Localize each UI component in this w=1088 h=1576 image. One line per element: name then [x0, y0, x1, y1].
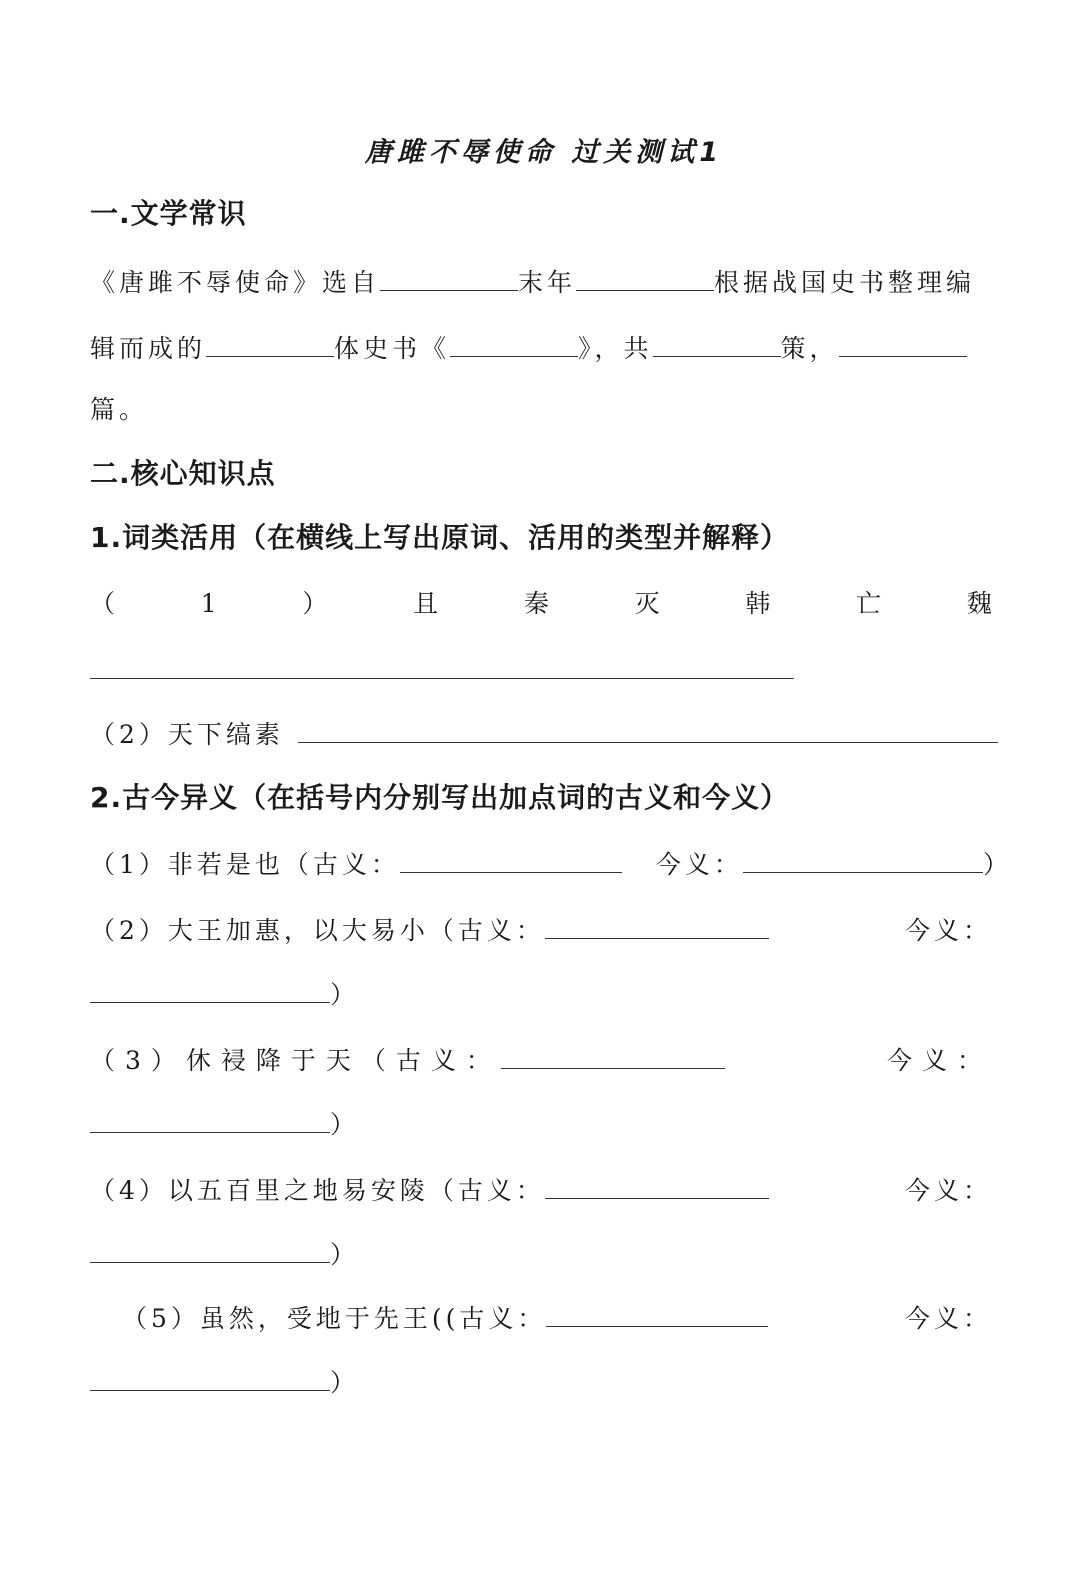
item-char: 1 — [200, 589, 217, 618]
item-char: 秦 — [523, 589, 549, 618]
item-char: 且 — [413, 589, 439, 618]
item-text: （2）大王加惠，以大易小（古义： — [90, 916, 545, 945]
answer-blank[interactable] — [576, 264, 714, 291]
item-char: 亡 — [856, 589, 882, 618]
meaning-item-5 — [122, 1300, 992, 1335]
today-label: 今义： — [655, 850, 743, 879]
text-segment: 《唐雎不辱使命》选自 — [90, 268, 381, 297]
item-text: （2）天下缟素 — [90, 720, 284, 749]
ancient-meaning-blank[interactable] — [400, 846, 622, 873]
answer-blank[interactable] — [90, 652, 794, 679]
meaning-item-4-continued — [90, 1236, 359, 1271]
answer-line[interactable] — [90, 652, 794, 687]
answer-blank[interactable] — [450, 330, 578, 357]
close-paren: ） — [330, 1110, 360, 1139]
meaning-item-1 — [90, 846, 1012, 881]
ancient-meaning-blank[interactable] — [546, 1300, 768, 1327]
literature-line-3: 篇。 — [90, 395, 149, 424]
today-label: 今义： — [904, 916, 992, 945]
answer-blank[interactable] — [206, 330, 334, 357]
modern-meaning-blank[interactable] — [90, 1364, 330, 1391]
answer-blank[interactable] — [653, 330, 781, 357]
meaning-item-5-continued — [90, 1364, 359, 1399]
today-label: 今义： — [886, 1046, 992, 1075]
meaning-item-2-continued — [90, 976, 359, 1011]
meaning-item-3 — [90, 1042, 992, 1077]
close-paren: ） — [330, 980, 360, 1009]
text-segment: 根据战国史书整理编 — [714, 268, 976, 297]
meaning-item-4 — [90, 1172, 992, 1207]
answer-blank[interactable] — [380, 264, 518, 291]
today-label: 今义： — [904, 1176, 992, 1205]
question-item-1 — [90, 588, 992, 620]
item-text: （3）休祲降于天（古义： — [90, 1046, 501, 1075]
answer-blank[interactable] — [298, 716, 998, 743]
modern-meaning-blank[interactable] — [90, 1106, 330, 1133]
section-heading-core: 二.核心知识点 — [90, 457, 276, 490]
literature-line-2 — [90, 330, 967, 365]
question-heading-word-class: 1.词类活用（在横线上写出原词、活用的类型并解释） — [90, 521, 790, 554]
today-label: 今义： — [904, 1304, 992, 1333]
section-heading-literature: 一.文学常识 — [90, 197, 247, 230]
modern-meaning-blank[interactable] — [743, 846, 983, 873]
close-paren: ） — [982, 850, 1012, 879]
item-text: （1）非若是也（古义： — [90, 850, 400, 879]
meaning-item-2 — [90, 912, 992, 947]
item-char: （ — [90, 589, 116, 618]
close-paren: ） — [330, 1368, 360, 1397]
item-char: 灭 — [634, 589, 660, 618]
answer-blank[interactable] — [839, 330, 967, 357]
close-paren: ） — [330, 1240, 360, 1269]
text-segment: 辑而成的 — [90, 334, 207, 363]
modern-meaning-blank[interactable] — [90, 1236, 330, 1263]
item-char: ） — [302, 589, 328, 618]
page-title: 唐雎不辱使命 过关测试1 — [364, 137, 724, 168]
ancient-meaning-blank[interactable] — [545, 1172, 769, 1199]
item-char: 魏 — [966, 589, 992, 618]
item-char: 韩 — [745, 589, 771, 618]
text-segment: 末年 — [518, 268, 577, 297]
ancient-meaning-blank[interactable] — [501, 1042, 725, 1069]
item-text: （4）以五百里之地易安陵（古义： — [90, 1176, 545, 1205]
ancient-meaning-blank[interactable] — [545, 912, 769, 939]
text-segment: 体史书《 — [334, 334, 451, 363]
question-item-2 — [90, 716, 998, 751]
modern-meaning-blank[interactable] — [90, 976, 330, 1003]
item-text: （5）虽然，受地于先王((古义： — [122, 1304, 547, 1333]
literature-line-1 — [90, 264, 975, 299]
text-segment: 策， — [780, 334, 839, 363]
text-segment: 》，共 — [578, 334, 653, 363]
question-heading-meaning: 2.古今异义（在括号内分别写出加点词的古义和今义） — [90, 781, 790, 814]
meaning-item-3-continued — [90, 1106, 359, 1141]
